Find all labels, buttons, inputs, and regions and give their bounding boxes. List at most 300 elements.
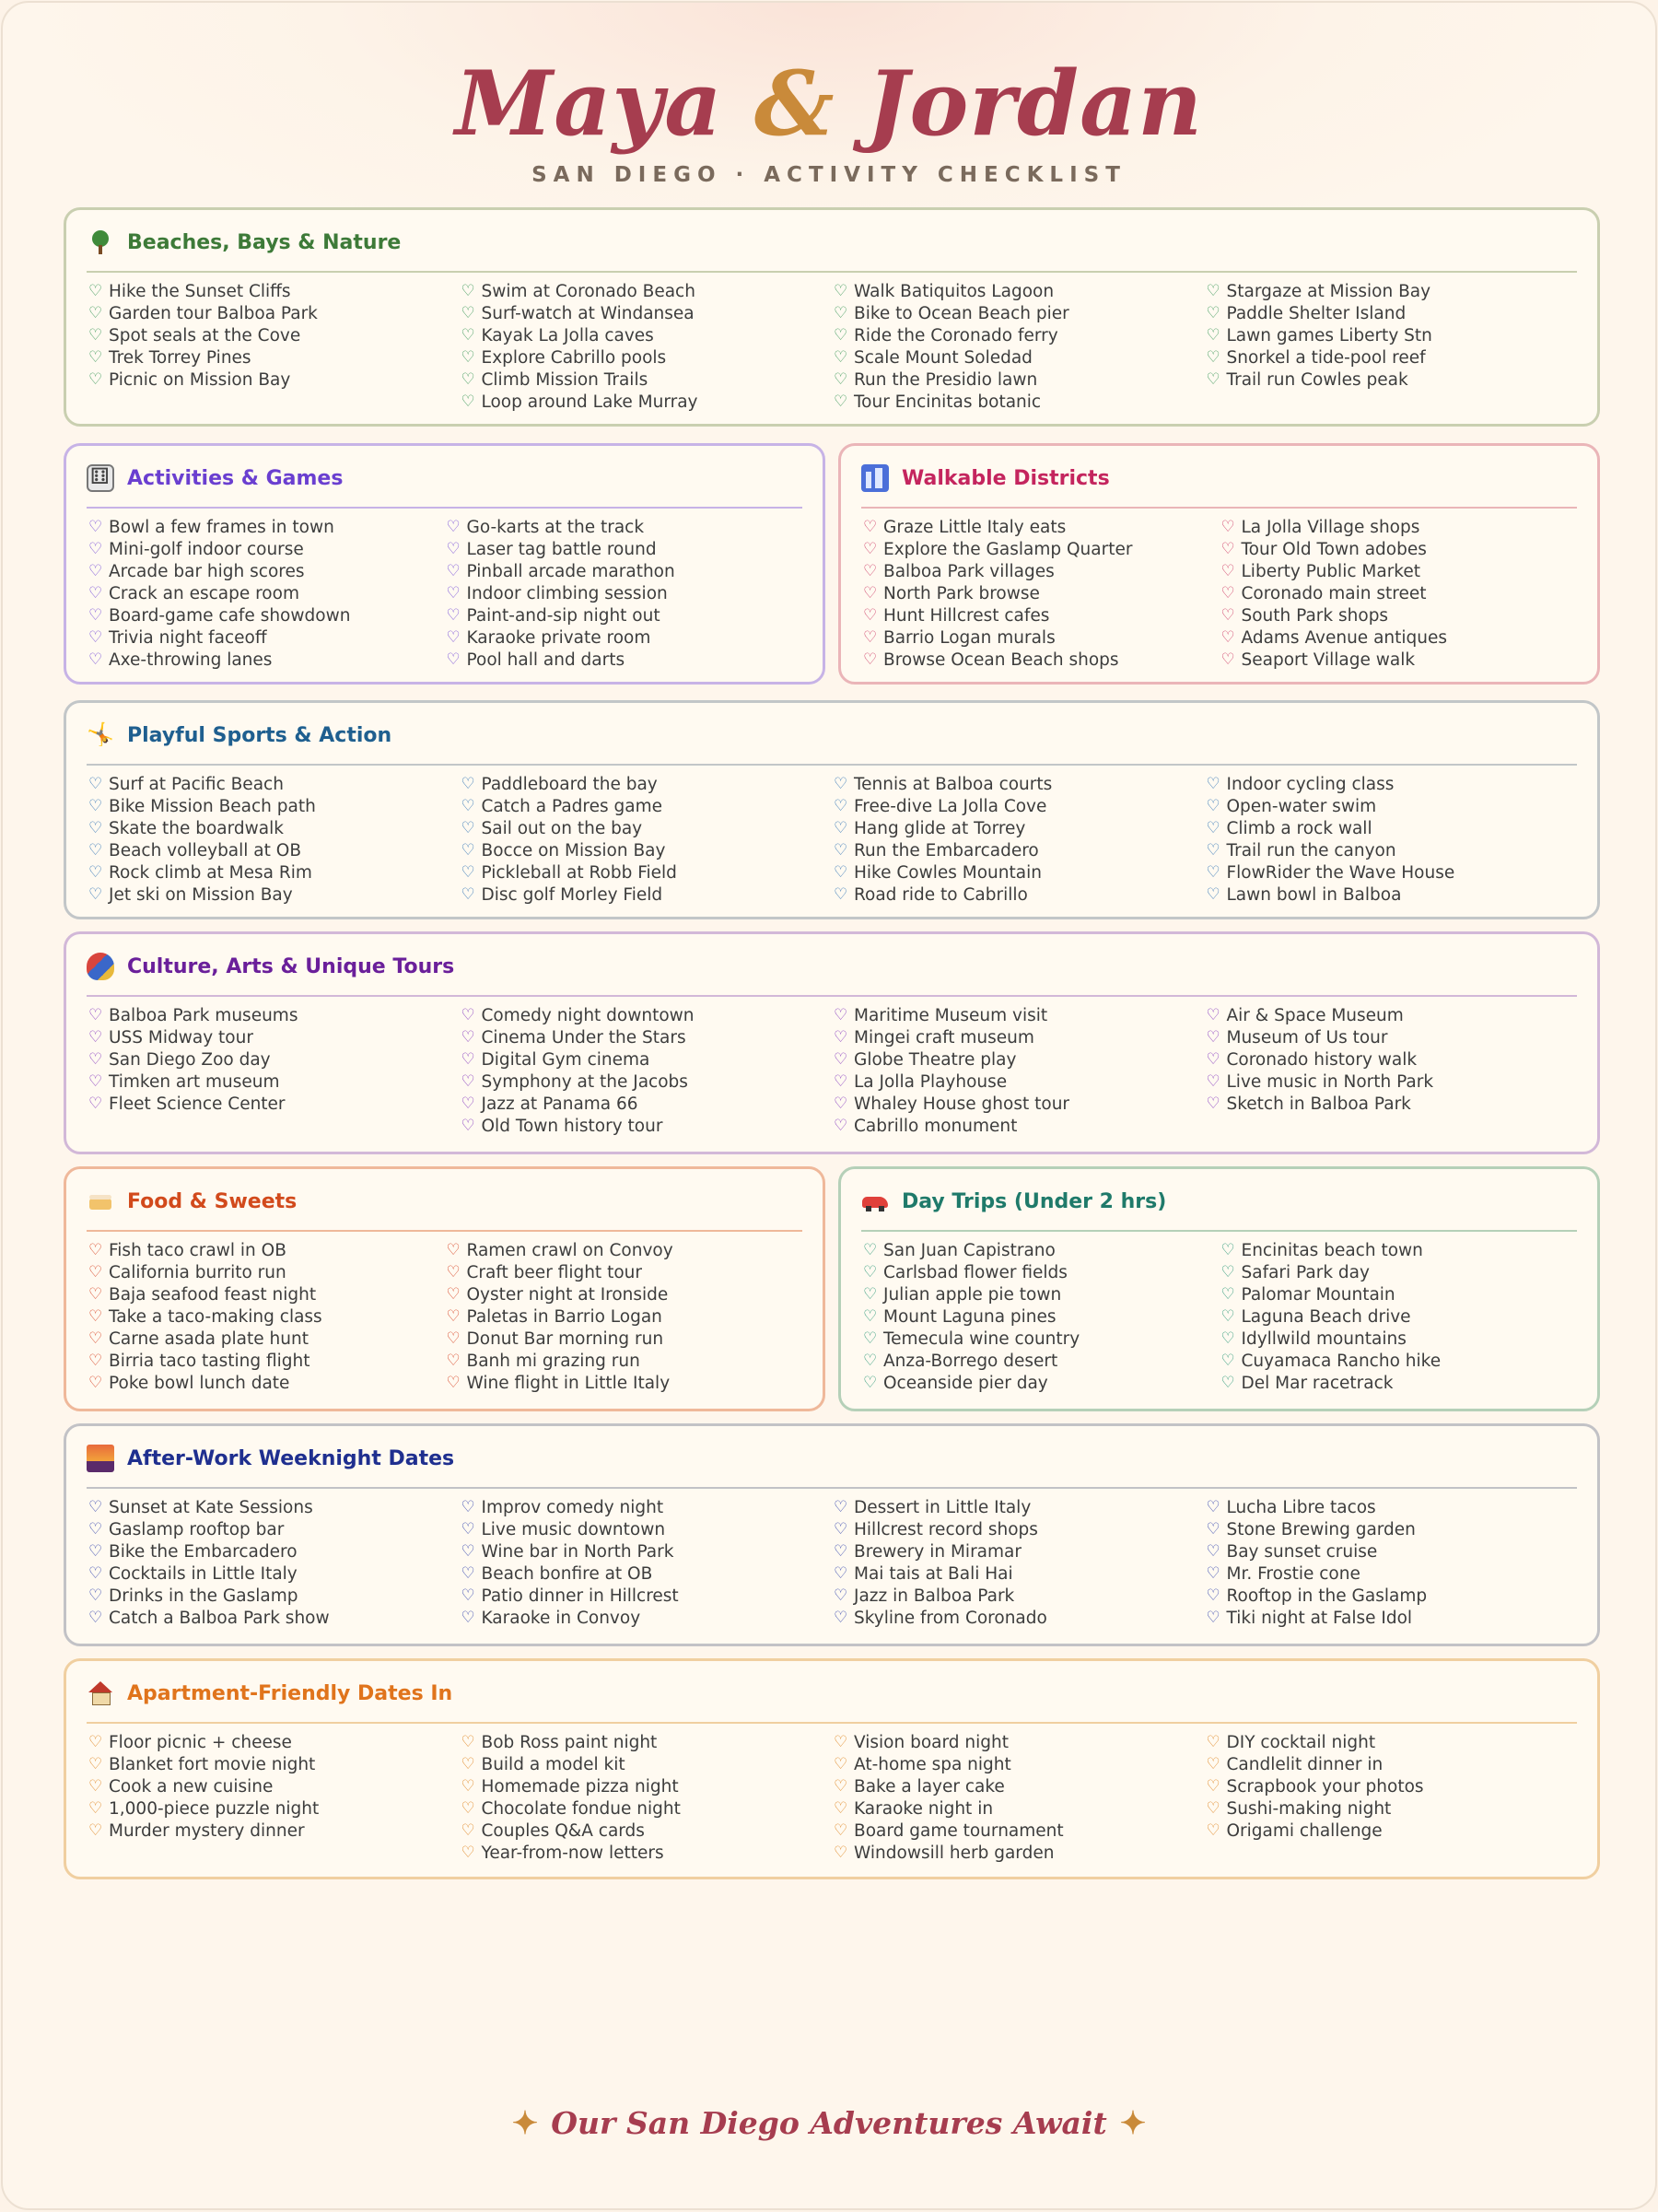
checklist-item[interactable]: [460, 346, 833, 369]
checklist-item[interactable]: [87, 1820, 460, 1842]
heart-checkbox-icon[interactable]: ♡: [834, 1050, 848, 1069]
heart-checkbox-icon[interactable]: ♡: [834, 326, 848, 345]
checklist-item[interactable]: [87, 1048, 460, 1071]
heart-checkbox-icon[interactable]: ♡: [1220, 584, 1235, 603]
heart-checkbox-icon[interactable]: ♡: [1206, 282, 1220, 300]
checklist-item[interactable]: [1205, 817, 1578, 839]
checklist-item[interactable]: [861, 538, 1220, 560]
heart-checkbox-icon[interactable]: ♡: [863, 1329, 878, 1348]
checklist-item[interactable]: [87, 516, 445, 538]
checklist-item[interactable]: [460, 773, 833, 795]
heart-checkbox-icon[interactable]: ♡: [446, 1374, 461, 1392]
heart-checkbox-icon[interactable]: ♡: [446, 1285, 461, 1304]
heart-checkbox-icon[interactable]: ♡: [834, 1777, 848, 1796]
checklist-item[interactable]: [87, 604, 445, 626]
checklist-item[interactable]: [460, 280, 833, 302]
checklist-item[interactable]: [445, 1239, 803, 1261]
heart-checkbox-icon[interactable]: ♡: [834, 1799, 848, 1818]
checklist-item[interactable]: [832, 1585, 1205, 1607]
checklist-item[interactable]: [1205, 1026, 1578, 1048]
checklist-item[interactable]: [832, 1820, 1205, 1842]
heart-checkbox-icon[interactable]: ♡: [446, 606, 461, 625]
checklist-item[interactable]: [1220, 516, 1578, 538]
heart-checkbox-icon[interactable]: ♡: [1206, 1733, 1220, 1751]
heart-checkbox-icon[interactable]: ♡: [88, 1564, 103, 1583]
heart-checkbox-icon[interactable]: ♡: [863, 1307, 878, 1326]
heart-checkbox-icon[interactable]: ♡: [1206, 1072, 1220, 1091]
checklist-item[interactable]: [832, 280, 1205, 302]
heart-checkbox-icon[interactable]: ♡: [88, 1050, 103, 1069]
checklist-item[interactable]: [87, 1585, 460, 1607]
checklist-item[interactable]: [460, 1071, 833, 1093]
heart-checkbox-icon[interactable]: ♡: [834, 348, 848, 367]
heart-checkbox-icon[interactable]: ♡: [88, 562, 103, 580]
heart-checkbox-icon[interactable]: ♡: [461, 819, 475, 837]
heart-checkbox-icon[interactable]: ♡: [1206, 1094, 1220, 1113]
heart-checkbox-icon[interactable]: ♡: [88, 1733, 103, 1751]
heart-checkbox-icon[interactable]: ♡: [461, 775, 475, 793]
checklist-item[interactable]: [445, 538, 803, 560]
heart-checkbox-icon[interactable]: ♡: [834, 863, 848, 882]
heart-checkbox-icon[interactable]: ♡: [461, 1542, 475, 1561]
heart-checkbox-icon[interactable]: ♡: [461, 1072, 475, 1091]
checklist-item[interactable]: [1205, 1585, 1578, 1607]
heart-checkbox-icon[interactable]: ♡: [461, 841, 475, 860]
checklist-item[interactable]: [832, 1562, 1205, 1585]
checklist-item[interactable]: [87, 1562, 460, 1585]
checklist-item[interactable]: [832, 1607, 1205, 1629]
checklist-item[interactable]: [87, 1372, 445, 1394]
heart-checkbox-icon[interactable]: ♡: [88, 1520, 103, 1539]
heart-checkbox-icon[interactable]: ♡: [834, 370, 848, 389]
checklist-item[interactable]: [87, 1540, 460, 1562]
heart-checkbox-icon[interactable]: ♡: [863, 562, 878, 580]
checklist-item[interactable]: [832, 1093, 1205, 1115]
checklist-item[interactable]: [1220, 1283, 1578, 1305]
checklist-item[interactable]: [861, 1350, 1220, 1372]
heart-checkbox-icon[interactable]: ♡: [88, 1586, 103, 1605]
checklist-item[interactable]: [445, 1283, 803, 1305]
heart-checkbox-icon[interactable]: ♡: [461, 1733, 475, 1751]
checklist-item[interactable]: [87, 1518, 460, 1540]
heart-checkbox-icon[interactable]: ♡: [1220, 606, 1235, 625]
checklist-item[interactable]: [460, 1731, 833, 1753]
checklist-item[interactable]: [1205, 1093, 1578, 1115]
heart-checkbox-icon[interactable]: ♡: [461, 1028, 475, 1047]
heart-checkbox-icon[interactable]: ♡: [834, 841, 848, 860]
checklist-item[interactable]: [460, 302, 833, 324]
heart-checkbox-icon[interactable]: ♡: [88, 628, 103, 647]
heart-checkbox-icon[interactable]: ♡: [863, 650, 878, 669]
heart-checkbox-icon[interactable]: ♡: [88, 1799, 103, 1818]
checklist-item[interactable]: [1205, 1496, 1578, 1518]
checklist-item[interactable]: [445, 1350, 803, 1372]
checklist-item[interactable]: [832, 1540, 1205, 1562]
heart-checkbox-icon[interactable]: ♡: [834, 304, 848, 322]
checklist-item[interactable]: [832, 1071, 1205, 1093]
checklist-item[interactable]: [460, 1540, 833, 1562]
heart-checkbox-icon[interactable]: ♡: [834, 1821, 848, 1840]
heart-checkbox-icon[interactable]: ♡: [1220, 1241, 1235, 1259]
heart-checkbox-icon[interactable]: ♡: [461, 797, 475, 815]
heart-checkbox-icon[interactable]: ♡: [863, 628, 878, 647]
checklist-item[interactable]: [460, 1518, 833, 1540]
heart-checkbox-icon[interactable]: ♡: [461, 1821, 475, 1840]
heart-checkbox-icon[interactable]: ♡: [446, 1352, 461, 1370]
checklist-item[interactable]: [87, 1797, 460, 1820]
heart-checkbox-icon[interactable]: ♡: [834, 1755, 848, 1773]
checklist-item[interactable]: [445, 582, 803, 604]
checklist-item[interactable]: [1205, 1797, 1578, 1820]
heart-checkbox-icon[interactable]: ♡: [88, 370, 103, 389]
checklist-item[interactable]: [460, 1026, 833, 1048]
heart-checkbox-icon[interactable]: ♡: [88, 775, 103, 793]
heart-checkbox-icon[interactable]: ♡: [1206, 1586, 1220, 1605]
heart-checkbox-icon[interactable]: ♡: [834, 1072, 848, 1091]
heart-checkbox-icon[interactable]: ♡: [1206, 1821, 1220, 1840]
checklist-item[interactable]: [445, 604, 803, 626]
checklist-item[interactable]: [87, 1283, 445, 1305]
checklist-item[interactable]: [87, 839, 460, 861]
checklist-item[interactable]: [87, 773, 460, 795]
heart-checkbox-icon[interactable]: ♡: [461, 1050, 475, 1069]
heart-checkbox-icon[interactable]: ♡: [88, 1241, 103, 1259]
checklist-item[interactable]: [87, 884, 460, 906]
heart-checkbox-icon[interactable]: ♡: [461, 1755, 475, 1773]
checklist-item[interactable]: [832, 1518, 1205, 1540]
checklist-item[interactable]: [460, 369, 833, 391]
heart-checkbox-icon[interactable]: ♡: [1220, 628, 1235, 647]
checklist-item[interactable]: [832, 346, 1205, 369]
heart-checkbox-icon[interactable]: ♡: [834, 885, 848, 904]
heart-checkbox-icon[interactable]: ♡: [461, 1520, 475, 1539]
checklist-item[interactable]: [1220, 538, 1578, 560]
checklist-item[interactable]: [1205, 1518, 1578, 1540]
checklist-item[interactable]: [1205, 1048, 1578, 1071]
checklist-item[interactable]: [87, 649, 445, 671]
heart-checkbox-icon[interactable]: ♡: [88, 885, 103, 904]
checklist-item[interactable]: [1205, 324, 1578, 346]
checklist-item[interactable]: [1220, 1328, 1578, 1350]
heart-checkbox-icon[interactable]: ♡: [1206, 1520, 1220, 1539]
checklist-item[interactable]: [1205, 346, 1578, 369]
checklist-item[interactable]: [861, 604, 1220, 626]
heart-checkbox-icon[interactable]: ♡: [88, 1821, 103, 1840]
heart-checkbox-icon[interactable]: ♡: [1220, 518, 1235, 536]
checklist-item[interactable]: [460, 884, 833, 906]
heart-checkbox-icon[interactable]: ♡: [1206, 1609, 1220, 1627]
heart-checkbox-icon[interactable]: ♡: [863, 1263, 878, 1282]
heart-checkbox-icon[interactable]: ♡: [863, 1285, 878, 1304]
checklist-item[interactable]: [1205, 1820, 1578, 1842]
heart-checkbox-icon[interactable]: ♡: [88, 1307, 103, 1326]
checklist-item[interactable]: [1220, 626, 1578, 649]
checklist-item[interactable]: [87, 861, 460, 884]
checklist-item[interactable]: [832, 1496, 1205, 1518]
heart-checkbox-icon[interactable]: ♡: [88, 1542, 103, 1561]
heart-checkbox-icon[interactable]: ♡: [446, 1307, 461, 1326]
heart-checkbox-icon[interactable]: ♡: [88, 1609, 103, 1627]
heart-checkbox-icon[interactable]: ♡: [1220, 562, 1235, 580]
checklist-item[interactable]: [832, 391, 1205, 413]
heart-checkbox-icon[interactable]: ♡: [88, 819, 103, 837]
heart-checkbox-icon[interactable]: ♡: [1220, 1307, 1235, 1326]
checklist-item[interactable]: [87, 1004, 460, 1026]
heart-checkbox-icon[interactable]: ♡: [863, 540, 878, 558]
heart-checkbox-icon[interactable]: ♡: [88, 1028, 103, 1047]
checklist-item[interactable]: [832, 1797, 1205, 1820]
checklist-item[interactable]: [1205, 1562, 1578, 1585]
checklist-item[interactable]: [832, 1842, 1205, 1864]
checklist-item[interactable]: [1220, 1350, 1578, 1372]
heart-checkbox-icon[interactable]: ♡: [834, 1609, 848, 1627]
checklist-item[interactable]: [460, 1820, 833, 1842]
checklist-item[interactable]: [861, 582, 1220, 604]
heart-checkbox-icon[interactable]: ♡: [88, 606, 103, 625]
heart-checkbox-icon[interactable]: ♡: [446, 650, 461, 669]
checklist-item[interactable]: [1205, 839, 1578, 861]
heart-checkbox-icon[interactable]: ♡: [1206, 1006, 1220, 1024]
heart-checkbox-icon[interactable]: ♡: [834, 1586, 848, 1605]
checklist-item[interactable]: [1205, 795, 1578, 817]
heart-checkbox-icon[interactable]: ♡: [1220, 650, 1235, 669]
checklist-item[interactable]: [832, 1004, 1205, 1026]
checklist-item[interactable]: [1205, 1004, 1578, 1026]
checklist-item[interactable]: [87, 280, 460, 302]
checklist-item[interactable]: [861, 1305, 1220, 1328]
heart-checkbox-icon[interactable]: ♡: [88, 841, 103, 860]
checklist-item[interactable]: [87, 582, 445, 604]
checklist-item[interactable]: [460, 391, 833, 413]
heart-checkbox-icon[interactable]: ♡: [461, 348, 475, 367]
checklist-item[interactable]: [445, 1305, 803, 1328]
checklist-item[interactable]: [460, 1842, 833, 1864]
heart-checkbox-icon[interactable]: ♡: [863, 1374, 878, 1392]
checklist-item[interactable]: [460, 1607, 833, 1629]
heart-checkbox-icon[interactable]: ♡: [1206, 863, 1220, 882]
checklist-item[interactable]: [1220, 582, 1578, 604]
checklist-item[interactable]: [460, 1797, 833, 1820]
heart-checkbox-icon[interactable]: ♡: [88, 1006, 103, 1024]
checklist-item[interactable]: [832, 795, 1205, 817]
checklist-item[interactable]: [832, 839, 1205, 861]
heart-checkbox-icon[interactable]: ♡: [1206, 348, 1220, 367]
heart-checkbox-icon[interactable]: ♡: [88, 1777, 103, 1796]
checklist-item[interactable]: [445, 560, 803, 582]
heart-checkbox-icon[interactable]: ♡: [446, 518, 461, 536]
checklist-item[interactable]: [1220, 1261, 1578, 1283]
heart-checkbox-icon[interactable]: ♡: [834, 797, 848, 815]
checklist-item[interactable]: [87, 1026, 460, 1048]
checklist-item[interactable]: [832, 302, 1205, 324]
checklist-item[interactable]: [861, 1372, 1220, 1394]
checklist-item[interactable]: [832, 369, 1205, 391]
heart-checkbox-icon[interactable]: ♡: [461, 392, 475, 411]
checklist-item[interactable]: [861, 516, 1220, 538]
heart-checkbox-icon[interactable]: ♡: [863, 518, 878, 536]
heart-checkbox-icon[interactable]: ♡: [461, 1094, 475, 1113]
heart-checkbox-icon[interactable]: ♡: [461, 1843, 475, 1862]
checklist-item[interactable]: [861, 560, 1220, 582]
checklist-item[interactable]: [460, 1753, 833, 1775]
heart-checkbox-icon[interactable]: ♡: [461, 1117, 475, 1135]
heart-checkbox-icon[interactable]: ♡: [461, 863, 475, 882]
checklist-item[interactable]: [87, 1350, 445, 1372]
checklist-item[interactable]: [87, 795, 460, 817]
checklist-item[interactable]: [460, 861, 833, 884]
checklist-item[interactable]: [1205, 861, 1578, 884]
checklist-item[interactable]: [87, 1093, 460, 1115]
heart-checkbox-icon[interactable]: ♡: [1206, 1050, 1220, 1069]
heart-checkbox-icon[interactable]: ♡: [834, 1498, 848, 1516]
heart-checkbox-icon[interactable]: ♡: [88, 1755, 103, 1773]
checklist-item[interactable]: [832, 817, 1205, 839]
checklist-item[interactable]: [87, 1261, 445, 1283]
heart-checkbox-icon[interactable]: ♡: [461, 1586, 475, 1605]
checklist-item[interactable]: [861, 1261, 1220, 1283]
checklist-item[interactable]: [861, 626, 1220, 649]
heart-checkbox-icon[interactable]: ♡: [461, 326, 475, 345]
checklist-item[interactable]: [87, 1239, 445, 1261]
checklist-item[interactable]: [445, 1328, 803, 1350]
checklist-item[interactable]: [87, 538, 445, 560]
heart-checkbox-icon[interactable]: ♡: [1206, 841, 1220, 860]
heart-checkbox-icon[interactable]: ♡: [1220, 1263, 1235, 1282]
checklist-item[interactable]: [87, 1775, 460, 1797]
checklist-item[interactable]: [1220, 1239, 1578, 1261]
heart-checkbox-icon[interactable]: ♡: [834, 1006, 848, 1024]
heart-checkbox-icon[interactable]: ♡: [834, 819, 848, 837]
heart-checkbox-icon[interactable]: ♡: [446, 562, 461, 580]
checklist-item[interactable]: [1220, 649, 1578, 671]
heart-checkbox-icon[interactable]: ♡: [1206, 1755, 1220, 1773]
heart-checkbox-icon[interactable]: ♡: [88, 1329, 103, 1348]
checklist-item[interactable]: [445, 626, 803, 649]
checklist-item[interactable]: [832, 1115, 1205, 1137]
heart-checkbox-icon[interactable]: ♡: [88, 1094, 103, 1113]
checklist-item[interactable]: [460, 817, 833, 839]
checklist-item[interactable]: [832, 324, 1205, 346]
heart-checkbox-icon[interactable]: ♡: [446, 1263, 461, 1282]
checklist-item[interactable]: [445, 1261, 803, 1283]
heart-checkbox-icon[interactable]: ♡: [1220, 1374, 1235, 1392]
checklist-item[interactable]: [1220, 604, 1578, 626]
heart-checkbox-icon[interactable]: ♡: [88, 1285, 103, 1304]
heart-checkbox-icon[interactable]: ♡: [1206, 1542, 1220, 1561]
checklist-item[interactable]: [460, 1115, 833, 1137]
checklist-item[interactable]: [87, 817, 460, 839]
checklist-item[interactable]: [832, 861, 1205, 884]
checklist-item[interactable]: [460, 324, 833, 346]
heart-checkbox-icon[interactable]: ♡: [461, 1609, 475, 1627]
heart-checkbox-icon[interactable]: ♡: [1206, 1564, 1220, 1583]
heart-checkbox-icon[interactable]: ♡: [461, 282, 475, 300]
heart-checkbox-icon[interactable]: ♡: [461, 1498, 475, 1516]
checklist-item[interactable]: [1205, 280, 1578, 302]
heart-checkbox-icon[interactable]: ♡: [834, 1564, 848, 1583]
heart-checkbox-icon[interactable]: ♡: [1206, 326, 1220, 345]
heart-checkbox-icon[interactable]: ♡: [834, 1094, 848, 1113]
checklist-item[interactable]: [861, 1239, 1220, 1261]
checklist-item[interactable]: [1205, 1607, 1578, 1629]
checklist-item[interactable]: [1205, 302, 1578, 324]
checklist-item[interactable]: [445, 649, 803, 671]
checklist-item[interactable]: [87, 1731, 460, 1753]
checklist-item[interactable]: [460, 1585, 833, 1607]
heart-checkbox-icon[interactable]: ♡: [88, 797, 103, 815]
checklist-item[interactable]: [1205, 1753, 1578, 1775]
heart-checkbox-icon[interactable]: ♡: [863, 584, 878, 603]
heart-checkbox-icon[interactable]: ♡: [88, 1352, 103, 1370]
heart-checkbox-icon[interactable]: ♡: [863, 1352, 878, 1370]
checklist-item[interactable]: [460, 1093, 833, 1115]
checklist-item[interactable]: [832, 1026, 1205, 1048]
heart-checkbox-icon[interactable]: ♡: [834, 1542, 848, 1561]
checklist-item[interactable]: [832, 1731, 1205, 1753]
checklist-item[interactable]: [445, 1372, 803, 1394]
checklist-item[interactable]: [1205, 1731, 1578, 1753]
heart-checkbox-icon[interactable]: ♡: [88, 584, 103, 603]
heart-checkbox-icon[interactable]: ♡: [834, 1117, 848, 1135]
checklist-item[interactable]: [832, 773, 1205, 795]
heart-checkbox-icon[interactable]: ♡: [88, 326, 103, 345]
heart-checkbox-icon[interactable]: ♡: [461, 304, 475, 322]
checklist-item[interactable]: [87, 1496, 460, 1518]
heart-checkbox-icon[interactable]: ♡: [88, 1374, 103, 1392]
heart-checkbox-icon[interactable]: ♡: [88, 282, 103, 300]
checklist-item[interactable]: [460, 1496, 833, 1518]
heart-checkbox-icon[interactable]: ♡: [446, 540, 461, 558]
checklist-item[interactable]: [1205, 1540, 1578, 1562]
heart-checkbox-icon[interactable]: ♡: [446, 1241, 461, 1259]
heart-checkbox-icon[interactable]: ♡: [446, 1329, 461, 1348]
checklist-item[interactable]: [832, 1753, 1205, 1775]
checklist-item[interactable]: [87, 346, 460, 369]
checklist-item[interactable]: [861, 649, 1220, 671]
heart-checkbox-icon[interactable]: ♡: [88, 540, 103, 558]
heart-checkbox-icon[interactable]: ♡: [834, 775, 848, 793]
checklist-item[interactable]: [1205, 1071, 1578, 1093]
heart-checkbox-icon[interactable]: ♡: [1206, 885, 1220, 904]
checklist-item[interactable]: [832, 1775, 1205, 1797]
heart-checkbox-icon[interactable]: ♡: [1206, 1498, 1220, 1516]
checklist-item[interactable]: [460, 1775, 833, 1797]
heart-checkbox-icon[interactable]: ♡: [88, 863, 103, 882]
heart-checkbox-icon[interactable]: ♡: [863, 606, 878, 625]
checklist-item[interactable]: [87, 324, 460, 346]
heart-checkbox-icon[interactable]: ♡: [1206, 819, 1220, 837]
heart-checkbox-icon[interactable]: ♡: [834, 392, 848, 411]
heart-checkbox-icon[interactable]: ♡: [88, 650, 103, 669]
checklist-item[interactable]: [87, 369, 460, 391]
heart-checkbox-icon[interactable]: ♡: [1206, 370, 1220, 389]
checklist-item[interactable]: [460, 795, 833, 817]
checklist-item[interactable]: [460, 1562, 833, 1585]
heart-checkbox-icon[interactable]: ♡: [461, 1006, 475, 1024]
heart-checkbox-icon[interactable]: ♡: [88, 304, 103, 322]
heart-checkbox-icon[interactable]: ♡: [461, 370, 475, 389]
heart-checkbox-icon[interactable]: ♡: [1206, 304, 1220, 322]
heart-checkbox-icon[interactable]: ♡: [1206, 775, 1220, 793]
checklist-item[interactable]: [87, 1753, 460, 1775]
heart-checkbox-icon[interactable]: ♡: [88, 1263, 103, 1282]
checklist-item[interactable]: [87, 560, 445, 582]
heart-checkbox-icon[interactable]: ♡: [1206, 1777, 1220, 1796]
checklist-item[interactable]: [460, 839, 833, 861]
heart-checkbox-icon[interactable]: ♡: [88, 348, 103, 367]
heart-checkbox-icon[interactable]: ♡: [446, 584, 461, 603]
checklist-item[interactable]: [861, 1283, 1220, 1305]
